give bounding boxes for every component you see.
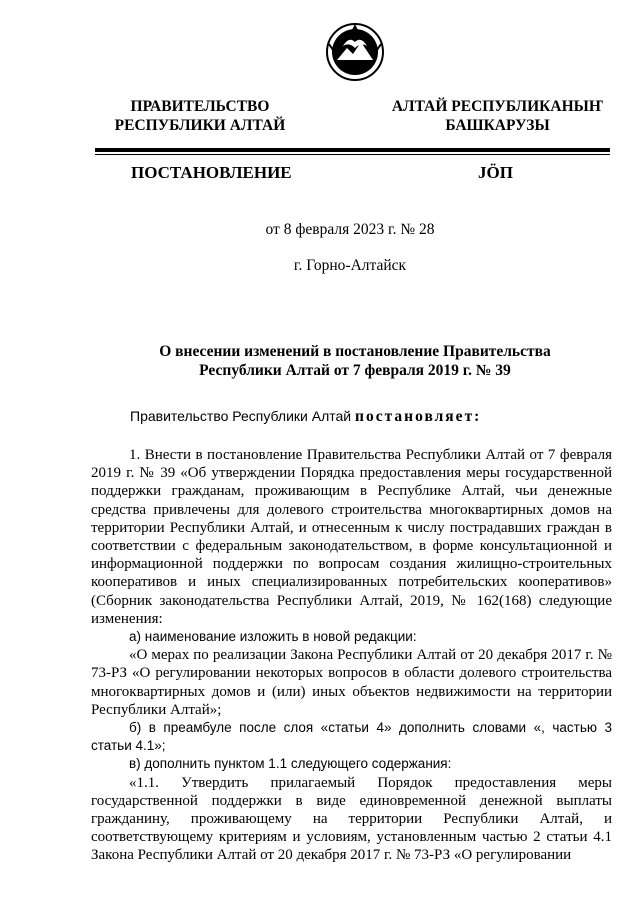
document-city: г. Горно-Алтайск [293,257,407,274]
header-right [390,97,605,135]
header-right-line1: АЛТАЙ РЕСПУБЛИКАНЫҤ [391,98,604,115]
document-title-line1: О внесении изменений в постановление Правительства [159,343,551,360]
header-divider-thick [95,148,610,152]
header-left [100,97,300,135]
doctype-russian: ПОСТАНОВЛЕНИЕ [131,163,292,182]
preamble [130,408,481,426]
paragraph-3: «О мерах по реализации Закона Республики Алтай от 20 декабря 2017 г. № 73-РЗ «О регулировании некоторых вопросов в области долевого строительства многоквартирных домов и (или) иных объектов недвижимости на территории Республики Алтай»; [91,647,612,718]
coat-of-arms-emblem [325,20,385,82]
document-date-number: от 8 февраля 2023 г. № 28 [265,221,435,238]
header-right-line2: БАШКАРУЗЫ [445,117,550,134]
paragraph-4: б) в преамбуле после слоя «статьи 4» дополнить словами «, частью 3 статьи 4.1»; [91,720,612,754]
doctype-altai: JӦП [478,163,513,182]
preamble-subject: Правительство Республики Алтай [130,408,356,424]
header-left-line2: РЕСПУБЛИКИ АЛТАЙ [114,117,286,134]
document-body [91,446,612,865]
paragraph-6: «1.1. Утвердить прилагаемый Порядок предоставления меры государственной поддержки в виде единовременной денежной выплаты гражданину, проживающему на территории Республики Алтай, и соответствующему критериям и условиям, установленным частью 2 статьи 4.1 Закона Республики Алтай от 20 декабря 2017 г. № 73-РЗ «О регулировании [91,774,612,864]
header-left-line1: ПРАВИТЕЛЬСТВО [130,98,270,115]
paragraph-2: а) наименование изложить в новой редакции: [129,629,417,645]
document-title-line2: Республики Алтай от 7 февраля 2019 г. № 39 [199,362,511,379]
paragraph-5: в) дополнить пунктом 1.1 следующего содержания: [129,756,452,772]
paragraph-1: 1. Внести в постановление Правительства Республики Алтай от 7 февраля 2019 г. № 39 «Об утверждении Порядка предоставления меры государственной поддержки гражданам, проживающим в Республике Алтай, чьи денежные средства привлечены для долевого строительства многоквартирных домов на территории Республики Алтай, и отнесенным к числу пострадавших граждан в соответствии с федеральным законодательством, в форме консультационной и информационной поддержки по вопросам создания жилищно-строительных кооперативов и иных специализированных потребительских кооперативов» (Сборник законодательства Республики Алтай, 2019, № 162(168) следующие изменения: [91,447,612,627]
preamble-verb: постановляет: [355,408,482,425]
document-title [100,342,610,380]
header-divider-thin [95,154,610,155]
